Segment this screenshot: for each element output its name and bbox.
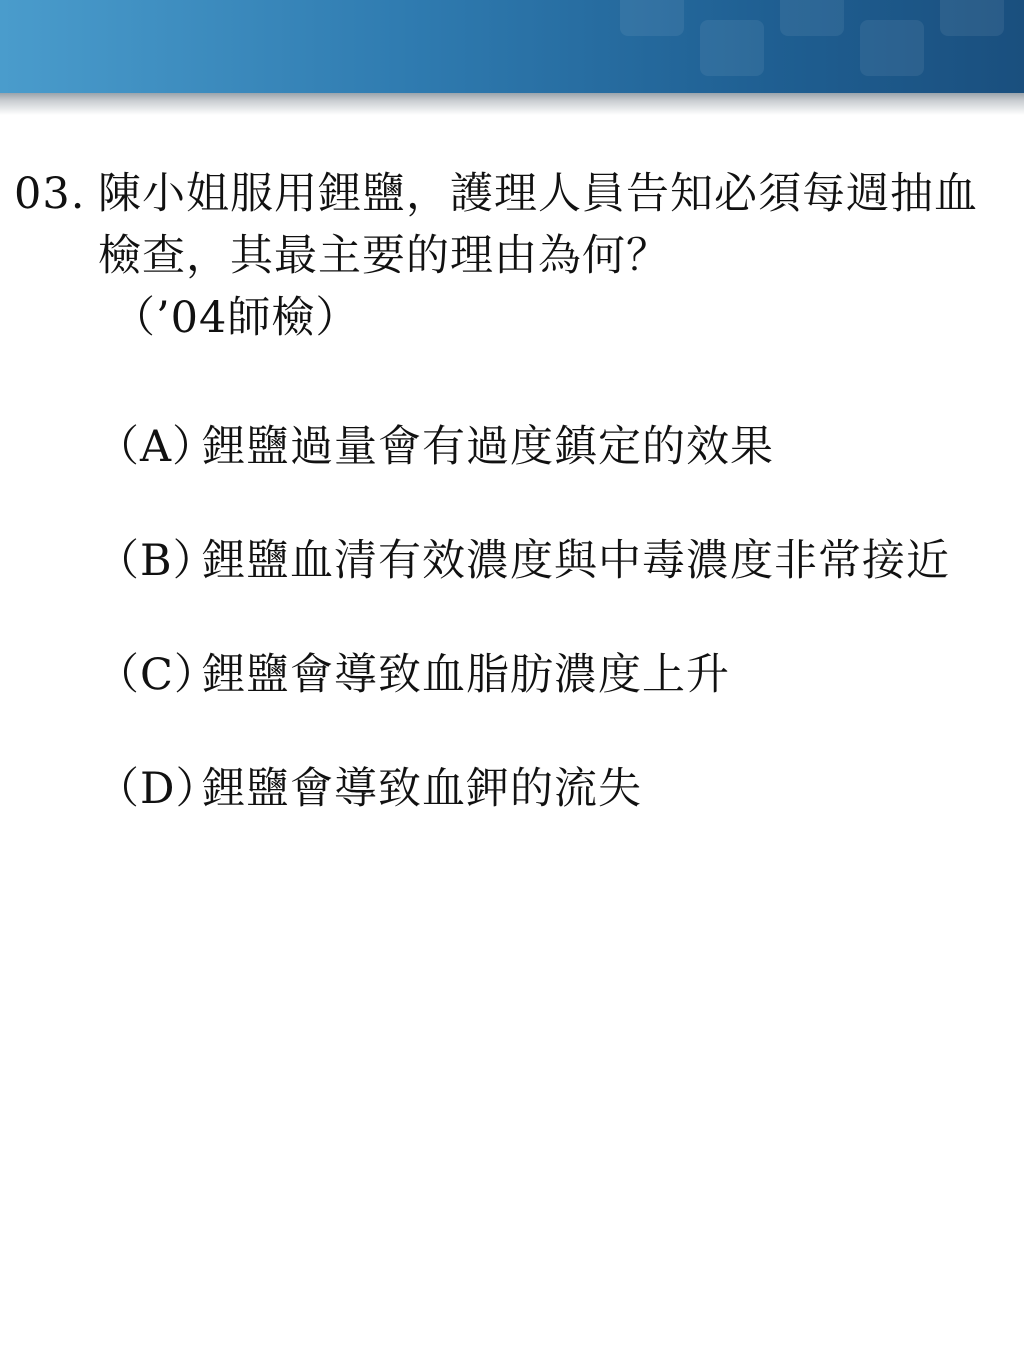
- question-row: [14, 163, 1014, 287]
- option-label: （A）: [96, 422, 217, 472]
- option-b[interactable]: [96, 529, 1006, 593]
- option-c[interactable]: [96, 643, 1006, 707]
- question-source: （’04師檢）: [112, 293, 360, 343]
- option-a[interactable]: [96, 415, 1006, 479]
- option-label: （D）: [96, 764, 220, 814]
- options-list: [96, 415, 1006, 871]
- header-decor-tile: [620, 0, 684, 36]
- question-number: 03.: [14, 169, 86, 219]
- header-decor-tile: [780, 0, 844, 36]
- header-decor-tile: [940, 0, 1004, 36]
- header-shadow: [0, 93, 1024, 115]
- option-label: （B）: [96, 536, 217, 586]
- header-decor-tile: [700, 20, 764, 76]
- option-text: 鋰鹽會導致血脂肪濃度上升: [202, 650, 730, 700]
- question: [14, 163, 1014, 349]
- header-band: [0, 0, 1024, 93]
- option-label: （C）: [96, 650, 218, 700]
- option-text: 鋰鹽血清有效濃度與中毒濃度非常接近: [202, 536, 950, 586]
- option-text: 鋰鹽過量會有過度鎮定的效果: [202, 422, 774, 472]
- header-decor-tile: [860, 20, 924, 76]
- option-text: 鋰鹽會導致血鉀的流失: [202, 764, 642, 814]
- question-text: 陳小姐服用鋰鹽，護理人員告知必須每週抽血檢查，其最主要的理由為何？: [98, 169, 978, 281]
- option-d[interactable]: [96, 757, 1006, 821]
